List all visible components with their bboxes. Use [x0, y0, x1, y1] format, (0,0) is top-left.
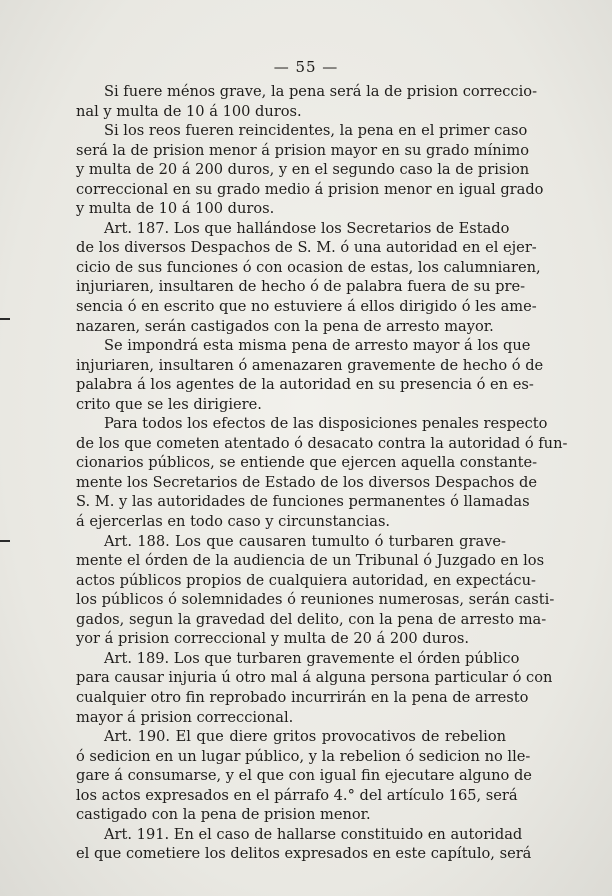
text-line: nal y multa de 10 á 100 duros. [76, 102, 302, 120]
text-line: correccional en su grado medio á prision menor en igual grado [76, 180, 544, 198]
text-line: Se impondrá esta misma pena de arresto mayor á los que [104, 337, 531, 355]
text-line: cualquier otro fin reprobado incurrirán en la pena de arresto [76, 688, 529, 706]
text-line: injuriaren, insultaren de hecho ó de palabra fuera de su pre- [76, 278, 526, 296]
text-line: cicio de sus funciones ó con ocasion de estas, los calumniaren, [76, 258, 541, 276]
text-line: será la de prision menor á prision mayor en su grado mínimo [76, 141, 529, 159]
text-line: los actos expresados en el párrafo 4.° del artículo 165, será [76, 786, 518, 804]
text-line: mente los Secretarios de Estado de los diversos Despachos de [76, 473, 538, 491]
text-line: actos públicos propios de cualquiera autoridad, en expectácu- [76, 571, 536, 589]
text-line: S. M. y las autoridades de funciones permanentes ó llamadas [76, 493, 530, 511]
text-line: mayor á prision correccional. [76, 708, 294, 726]
text-line: cionarios públicos, se entiende que ejercen aquella constante- [76, 454, 538, 472]
text-line: gados, segun la gravedad del delito, con la pena de arresto ma- [76, 610, 547, 628]
margin-mark [0, 540, 10, 542]
text-line: Para todos los efectos de las disposiciones penales respecto [104, 415, 548, 433]
page-number: — 55 — [273, 58, 339, 76]
text-line: sencia ó en escrito que no estuviere á ellos dirigido ó les ame- [76, 298, 537, 316]
margin-mark [0, 318, 10, 320]
text-line: Art. 191. En el caso de hallarse constituido en autoridad [104, 825, 523, 843]
text-line: nazaren, serán castigados con la pena de arresto mayor. [76, 317, 494, 335]
text-line: y multa de 10 á 100 duros. [76, 200, 275, 218]
body-text [76, 82, 568, 864]
text-line: para causar injuria ú otro mal á alguna persona particular ó con [76, 669, 553, 687]
text-line: y multa de 20 á 200 duros, y en el segundo caso la de prision [76, 161, 530, 179]
text-line: Art. 189. Los que turbaren gravemente el órden público [104, 649, 520, 667]
text-line: los públicos ó solemnidades ó reuniones numerosas, serán casti- [76, 591, 555, 609]
text-line: á ejercerlas en todo caso y circunstancias. [76, 513, 391, 531]
text-line: Si fuere ménos grave, la pena será la de prision correccio- [104, 83, 537, 100]
text-line: palabra á los agentes de la autoridad en su presencia ó en es- [76, 376, 534, 394]
text-line: crito que se les dirigiere. [76, 395, 262, 413]
text-line: Art. 190. El que diere gritos provocativos de rebelion [104, 728, 506, 746]
text-line: castigado con la pena de prision menor. [76, 806, 371, 824]
text-line: Si los reos fueren reincidentes, la pena en el primer caso [104, 122, 528, 140]
text-line: Art. 187. Los que hallándose los Secretarios de Estado [104, 219, 510, 237]
text-line: Art. 188. Los que causaren tumulto ó turbaren grave- [104, 532, 506, 550]
text-line: mente el órden de la audiencia de un Tribunal ó Juzgado en los [76, 552, 545, 570]
text-line: ó sedicion en un lugar público, y la rebelion ó sedicion no lle- [76, 747, 531, 765]
text-line: injuriaren, insultaren ó amenazaren gravemente de hecho ó de [76, 356, 544, 374]
text-line: de los que cometen atentado ó desacato contra la autoridad ó fun- [76, 434, 568, 452]
text-line: yor á prision correccional y multa de 20 á 200 duros. [76, 630, 469, 648]
text-line: el que cometiere los delitos expresados en este capítulo, será [76, 845, 532, 863]
text-line: gare á consumarse, y el que con igual fin ejecutare alguno de [76, 767, 532, 785]
text-line: de los diversos Despachos de S. M. ó una autoridad en el ejer- [76, 239, 537, 257]
